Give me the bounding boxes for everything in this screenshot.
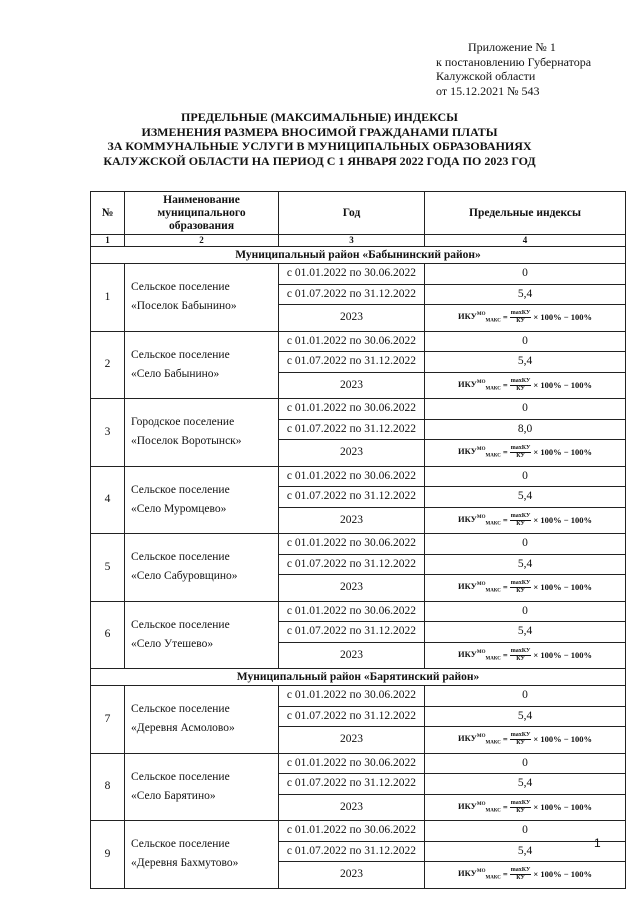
formula-fraction xyxy=(510,732,532,747)
district-row xyxy=(91,669,626,686)
period-cell: 2023 xyxy=(279,862,425,889)
period-cell: с 01.01.2022 по 30.06.2022 xyxy=(279,331,425,352)
formula-fraction xyxy=(510,310,532,325)
formula-lhs xyxy=(458,862,501,888)
municipality-title: «Поселок Воротынск» xyxy=(131,435,242,448)
index-value xyxy=(425,440,626,467)
formula-symbol: ИКУ xyxy=(458,648,477,659)
formula-subscript: МАКС xyxy=(485,656,501,662)
indices-table xyxy=(90,191,626,889)
district-name: Муниципальный район «Барятинский район» xyxy=(91,669,626,686)
municipality-title: «Деревня Асмолово» xyxy=(131,722,235,735)
index-value: 0 xyxy=(425,399,626,420)
formula-subscript: МАКС xyxy=(485,318,501,324)
table-row xyxy=(91,821,626,842)
index-value: 0 xyxy=(425,601,626,622)
municipality-type: Сельское поселение xyxy=(131,483,230,496)
municipality-type: Сельское поселение xyxy=(131,281,230,294)
index-value: 5,4 xyxy=(425,622,626,643)
header-indices: Предельные индексы xyxy=(425,192,626,235)
title-line: КАЛУЖСКОЙ ОБЛАСТИ НА ПЕРИОД С 1 ЯНВАРЯ 2022 ГОДА ПО 2023 ГОД xyxy=(103,153,536,168)
index-value xyxy=(425,575,626,602)
municipality-name xyxy=(125,686,279,754)
formula-symbol: ИКУ xyxy=(458,867,477,878)
municipality-type: Сельское поселение xyxy=(131,703,230,716)
header-row xyxy=(91,192,626,235)
formula-subscript: МАКС xyxy=(485,588,501,594)
formula-tail: × 100% − 100% xyxy=(533,869,592,880)
title-line: ИЗМЕНЕНИЯ РАЗМЕРА ВНОСИМОЙ ГРАЖДАНАМИ ПЛАТЫ xyxy=(141,124,498,139)
formula-numerator: maxКУ xyxy=(510,799,531,806)
formula-numerator: maxКУ xyxy=(510,377,531,384)
table-row xyxy=(91,753,626,774)
annex-line: к постановлению Губернатора xyxy=(436,54,592,69)
formula-lhs xyxy=(458,795,501,821)
formula-tail: × 100% − 100% xyxy=(533,649,592,660)
index-value: 0 xyxy=(425,686,626,707)
header-year: Год xyxy=(279,192,425,235)
formula-denominator: КУ xyxy=(516,807,525,814)
formula-lhs xyxy=(458,440,501,466)
period-cell: с 01.01.2022 по 30.06.2022 xyxy=(279,753,425,774)
formula-fraction xyxy=(510,513,532,528)
formula-superscript: МО xyxy=(476,801,486,807)
formula-tail: × 100% − 100% xyxy=(533,447,592,458)
index-value xyxy=(425,794,626,821)
municipality-name xyxy=(125,601,279,669)
index-value: 0 xyxy=(425,753,626,774)
formula-lhs xyxy=(458,373,501,399)
municipality-title: «Село Утешево» xyxy=(131,637,214,650)
period-cell: 2023 xyxy=(279,440,425,467)
formula-equals: = xyxy=(502,869,508,880)
formula-symbol: ИКУ xyxy=(458,580,477,591)
column-number: 4 xyxy=(425,235,626,247)
formula-numerator: maxКУ xyxy=(510,867,531,874)
row-number: 6 xyxy=(91,601,125,669)
period-cell: с 01.07.2022 по 31.12.2022 xyxy=(279,622,425,643)
index-formula xyxy=(458,508,592,534)
formula-subscript: МАКС xyxy=(485,521,501,527)
period-cell: с 01.01.2022 по 30.06.2022 xyxy=(279,534,425,555)
formula-tail: × 100% − 100% xyxy=(533,582,592,593)
period-cell: с 01.07.2022 по 31.12.2022 xyxy=(279,284,425,305)
formula-denominator: КУ xyxy=(516,875,525,882)
index-value: 0 xyxy=(425,466,626,487)
formula-superscript: МО xyxy=(476,734,486,740)
formula-denominator: КУ xyxy=(516,655,525,662)
period-cell: с 01.01.2022 по 30.06.2022 xyxy=(279,466,425,487)
table-row xyxy=(91,534,626,555)
municipality-title: «Село Барятино» xyxy=(131,789,216,802)
index-value: 0 xyxy=(425,534,626,555)
annex-block xyxy=(436,40,591,98)
period-cell: с 01.07.2022 по 31.12.2022 xyxy=(279,774,425,795)
formula-subscript: МАКС xyxy=(485,453,501,459)
formula-superscript: МО xyxy=(476,447,486,453)
formula-symbol: ИКУ xyxy=(458,800,477,811)
formula-numerator: maxКУ xyxy=(510,310,531,317)
period-cell: с 01.07.2022 по 31.12.2022 xyxy=(279,554,425,575)
municipality-type: Сельское поселение xyxy=(131,770,230,783)
table-row xyxy=(91,686,626,707)
index-value xyxy=(425,727,626,754)
municipality-type: Сельское поселение xyxy=(131,838,230,851)
formula-numerator: maxКУ xyxy=(510,512,531,519)
table-body xyxy=(91,247,626,889)
formula-fraction xyxy=(510,867,532,882)
municipality-name xyxy=(125,264,279,332)
table-row xyxy=(91,466,626,487)
index-value xyxy=(425,642,626,669)
table-row xyxy=(91,601,626,622)
index-value xyxy=(425,305,626,332)
formula-tail: × 100% − 100% xyxy=(533,379,592,390)
index-formula xyxy=(458,440,592,466)
period-cell: с 01.07.2022 по 31.12.2022 xyxy=(279,419,425,440)
row-number: 7 xyxy=(91,686,125,754)
formula-equals: = xyxy=(502,379,508,390)
table-row xyxy=(91,331,626,352)
formula-denominator: КУ xyxy=(516,385,525,392)
municipality-title: «Село Сабуровщино» xyxy=(131,570,238,583)
column-numbers-row xyxy=(91,235,626,247)
formula-numerator: maxКУ xyxy=(510,445,531,452)
formula-numerator: maxКУ xyxy=(510,580,531,587)
formula-fraction xyxy=(510,648,532,663)
formula-subscript: МАКС xyxy=(485,740,501,746)
annex-line: Приложение № 1 xyxy=(468,40,556,54)
index-value: 5,4 xyxy=(425,774,626,795)
table-row xyxy=(91,264,626,285)
index-value: 5,4 xyxy=(425,706,626,727)
index-value xyxy=(425,507,626,534)
index-value: 5,4 xyxy=(425,554,626,575)
municipality-name xyxy=(125,821,279,889)
period-cell: 2023 xyxy=(279,507,425,534)
row-number: 4 xyxy=(91,466,125,534)
formula-tail: × 100% − 100% xyxy=(533,312,592,323)
municipality-title: «Деревня Бахмутово» xyxy=(131,857,239,870)
formula-numerator: maxКУ xyxy=(510,732,531,739)
period-cell: 2023 xyxy=(279,575,425,602)
formula-equals: = xyxy=(502,734,508,745)
index-value: 8,0 xyxy=(425,419,626,440)
page-number: 1 xyxy=(594,836,601,850)
index-value: 0 xyxy=(425,331,626,352)
index-value: 5,4 xyxy=(425,352,626,373)
formula-lhs xyxy=(458,305,501,331)
period-cell: 2023 xyxy=(279,642,425,669)
formula-symbol: ИКУ xyxy=(458,378,477,389)
period-cell: с 01.01.2022 по 30.06.2022 xyxy=(279,399,425,420)
municipality-type: Сельское поселение xyxy=(131,348,230,361)
formula-equals: = xyxy=(502,649,508,660)
formula-equals: = xyxy=(502,312,508,323)
index-value xyxy=(425,372,626,399)
formula-subscript: МАКС xyxy=(485,808,501,814)
period-cell: 2023 xyxy=(279,727,425,754)
index-value: 5,4 xyxy=(425,284,626,305)
index-value: 5,4 xyxy=(425,841,626,862)
row-number: 1 xyxy=(91,264,125,332)
district-row xyxy=(91,247,626,264)
formula-fraction xyxy=(510,800,532,815)
index-formula xyxy=(458,862,592,888)
annex-line: Калужской области xyxy=(436,69,536,83)
formula-lhs xyxy=(458,575,501,601)
formula-denominator: КУ xyxy=(516,453,525,460)
formula-equals: = xyxy=(502,514,508,525)
row-number: 2 xyxy=(91,331,125,399)
index-formula xyxy=(458,305,592,331)
municipality-title: «Поселок Бабынино» xyxy=(131,300,237,313)
index-value: 0 xyxy=(425,264,626,285)
period-cell: с 01.01.2022 по 30.06.2022 xyxy=(279,601,425,622)
municipality-name xyxy=(125,466,279,534)
municipality-type: Городское поселение xyxy=(131,416,235,429)
municipality-type: Сельское поселение xyxy=(131,551,230,564)
column-number: 2 xyxy=(125,235,279,247)
formula-tail: × 100% − 100% xyxy=(533,801,592,812)
period-cell: с 01.01.2022 по 30.06.2022 xyxy=(279,821,425,842)
formula-equals: = xyxy=(502,447,508,458)
period-cell: 2023 xyxy=(279,794,425,821)
formula-symbol: ИКУ xyxy=(458,732,477,743)
table-row xyxy=(91,399,626,420)
row-number: 5 xyxy=(91,534,125,602)
period-cell: с 01.07.2022 по 31.12.2022 xyxy=(279,487,425,508)
formula-superscript: МО xyxy=(476,514,486,520)
index-value xyxy=(425,862,626,889)
formula-subscript: МАКС xyxy=(485,875,501,881)
municipality-name xyxy=(125,534,279,602)
formula-fraction xyxy=(510,378,532,393)
index-formula xyxy=(458,727,592,753)
row-number: 8 xyxy=(91,753,125,821)
formula-denominator: КУ xyxy=(516,318,525,325)
index-value: 5,4 xyxy=(425,487,626,508)
period-cell: с 01.01.2022 по 30.06.2022 xyxy=(279,264,425,285)
formula-fraction xyxy=(510,580,532,595)
period-cell: с 01.07.2022 по 31.12.2022 xyxy=(279,352,425,373)
municipality-name xyxy=(125,753,279,821)
period-cell: 2023 xyxy=(279,372,425,399)
municipality-title: «Село Бабынино» xyxy=(131,367,220,380)
municipality-name xyxy=(125,399,279,467)
formula-superscript: МО xyxy=(476,869,486,875)
formula-symbol: ИКУ xyxy=(458,513,477,524)
formula-lhs xyxy=(458,508,501,534)
index-formula xyxy=(458,795,592,821)
index-formula xyxy=(458,575,592,601)
formula-tail: × 100% − 100% xyxy=(533,514,592,525)
municipality-type: Сельское поселение xyxy=(131,618,230,631)
formula-superscript: МО xyxy=(476,582,486,588)
formula-denominator: КУ xyxy=(516,520,525,527)
municipality-title: «Село Муромцево» xyxy=(131,502,227,515)
formula-numerator: maxКУ xyxy=(510,647,531,654)
municipality-name xyxy=(125,331,279,399)
document-title xyxy=(40,110,599,168)
row-number: 3 xyxy=(91,399,125,467)
column-number: 1 xyxy=(91,235,125,247)
title-line: ЗА КОММУНАЛЬНЫЕ УСЛУГИ В МУНИЦИПАЛЬНЫХ ОБРАЗОВАНИЯХ xyxy=(107,139,532,154)
formula-equals: = xyxy=(502,801,508,812)
formula-symbol: ИКУ xyxy=(458,445,477,456)
period-cell: с 01.07.2022 по 31.12.2022 xyxy=(279,706,425,727)
formula-superscript: МО xyxy=(476,379,486,385)
formula-lhs xyxy=(458,643,501,669)
formula-subscript: МАКС xyxy=(485,386,501,392)
header-municipality: Наименование муниципального образования xyxy=(125,192,279,235)
formula-denominator: КУ xyxy=(516,740,525,747)
formula-tail: × 100% − 100% xyxy=(533,734,592,745)
period-cell: 2023 xyxy=(279,305,425,332)
title-line: ПРЕДЕЛЬНЫЕ (МАКСИМАЛЬНЫЕ) ИНДЕКСЫ xyxy=(181,110,458,124)
formula-superscript: МО xyxy=(476,649,486,655)
formula-fraction xyxy=(510,445,532,460)
period-cell: с 01.01.2022 по 30.06.2022 xyxy=(279,686,425,707)
row-number: 9 xyxy=(91,821,125,889)
formula-equals: = xyxy=(502,582,508,593)
formula-denominator: КУ xyxy=(516,588,525,595)
formula-superscript: МО xyxy=(476,312,486,317)
formula-lhs xyxy=(458,727,501,753)
formula-symbol: ИКУ xyxy=(458,310,477,321)
index-formula xyxy=(458,643,592,669)
period-cell: с 01.07.2022 по 31.12.2022 xyxy=(279,841,425,862)
header-number: № xyxy=(91,192,125,235)
district-name: Муниципальный район «Бабынинский район» xyxy=(91,247,626,264)
column-number: 3 xyxy=(279,235,425,247)
annex-line: от 15.12.2021 № 543 xyxy=(436,83,540,98)
index-formula xyxy=(458,373,592,399)
index-value: 0 xyxy=(425,821,626,842)
